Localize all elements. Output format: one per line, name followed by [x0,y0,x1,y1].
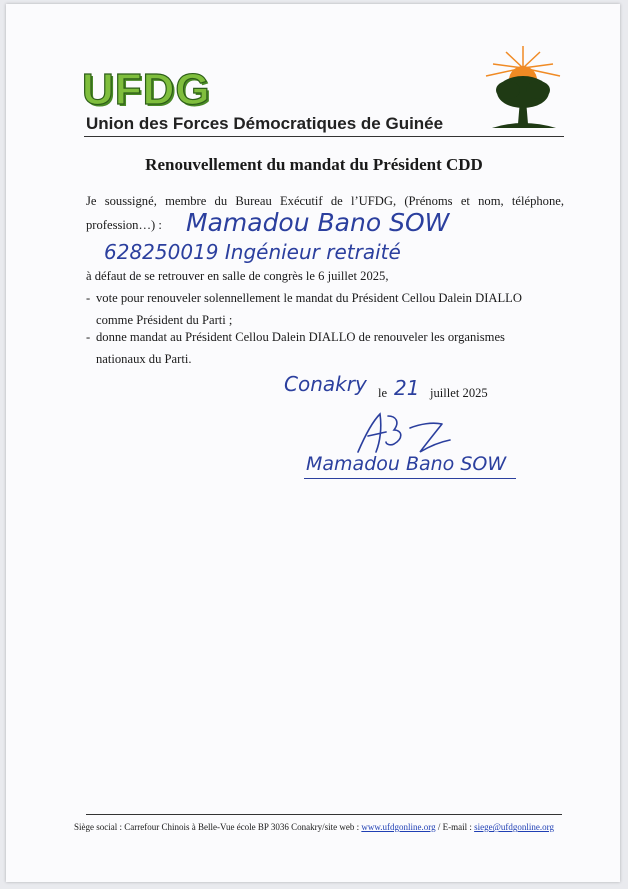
signature-underline [304,478,516,479]
bullet-dash: - [86,330,91,344]
handwritten-city: Conakry [284,372,367,396]
footer-email-link[interactable]: siege@ufdgonline.org [474,822,554,832]
footer-separator: / E-mail : [437,822,472,832]
date-le: le [378,386,388,400]
ufdg-logo: UFDG [82,65,211,114]
intro-line-2: profession…) : [86,218,162,232]
handwritten-phone-profession: 628250019 Ingénieur retraité [104,240,401,264]
document-title: Renouvellement du mandat du Président CDD [145,155,483,174]
footer [0,822,628,832]
bullet-dash: - [86,291,91,305]
header-divider [84,136,564,137]
bullet-line-1: vote pour renouveler solennellement le mandat du Président Cellou Dalein DIALLO [96,291,522,305]
footer-address: Siège social : Carrefour Chinois à Belle-Vue école BP 3036 Conakry/site web : [74,822,360,832]
organization-name: Union des Forces Démocratiques de Guinée [86,114,444,133]
handwritten-name: Mamadou Bano SOW [186,208,450,237]
handwritten-signature-name: Mamadou Bano SOW [306,453,507,475]
handwritten-day: 21 [394,376,420,400]
list-item [86,326,564,370]
footer-divider [86,814,562,815]
signature-icon [350,408,460,458]
intro-line-1: Je soussigné, membre du Bureau Exécutif de l’UFDG, (Prénoms et nom, téléphone, [86,194,564,208]
date-month-year: juillet 2025 [430,386,488,400]
bullet-line-1: donne mandat au Président Cellou Dalein DIALLO de renouveler les organismes [96,330,505,344]
sun-tree-logo-icon [478,40,568,135]
bullet-line-2: comme Président du Parti ; [96,313,233,327]
footer-website-link[interactable]: www.ufdgonline.org [361,822,436,832]
condition-text: à défaut de se retrouver en salle de congrès le 6 juillet 2025, [86,269,389,283]
list-item [86,287,564,331]
bullet-line-2: nationaux du Parti. [96,352,192,366]
